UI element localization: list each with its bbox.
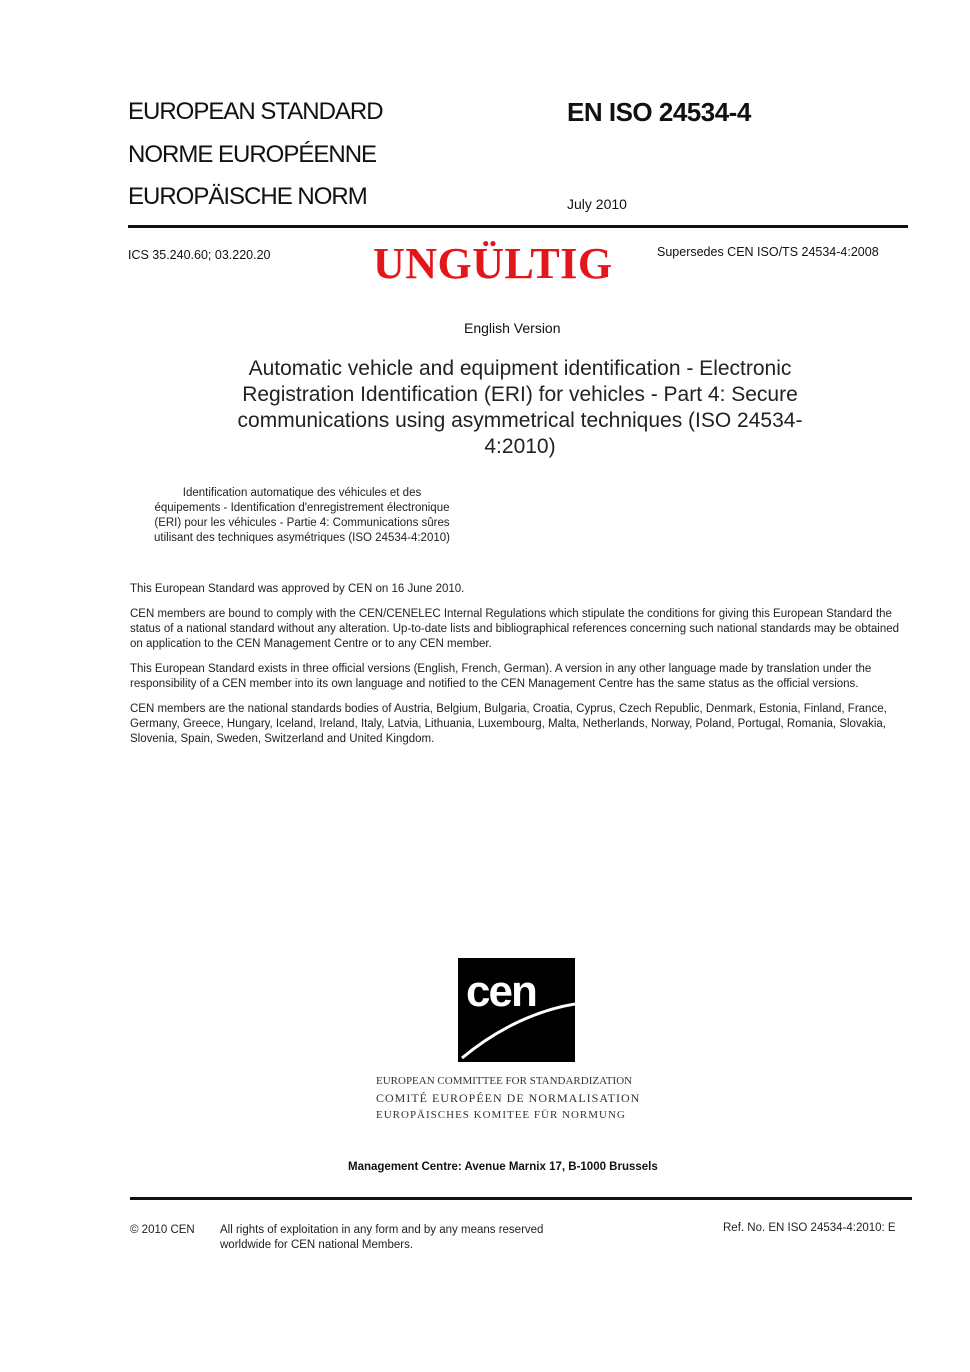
rights-notice [220, 1223, 543, 1253]
rights-line-2: worldwide for CEN national Members. [220, 1239, 414, 1251]
header-line-english: EUROPEAN STANDARD [128, 98, 383, 125]
french-title-line-1: Identification automatique des véhicules et des [182, 487, 422, 499]
ics-code: ICS 35.240.60; 03.220.20 [128, 248, 271, 262]
french-title-line-4: utilisant des techniques asymétriques (ISO 24534-4:2010) [154, 532, 450, 544]
approval-statement: This European Standard was approved by CEN on 16 June 2010. [130, 583, 465, 595]
reference-number: Ref. No. EN ISO 24534-4:2010: E [723, 1222, 896, 1234]
cen-logo-mark: cen [466, 967, 536, 1016]
members-paragraph: CEN members are the national standards bodies of Austria, Belgium, Bulgaria, Croatia, Cyprus, Czech Republic, Denmark, Estonia, Finland, France, Germany, Greece, Hungary, Iceland, Ireland, Italy, Latvia, Lithuania, Luxembourg, Malta, Netherlands, Norway, Poland, Portugal, Romania, Slovakia, Slovenia, Spain, Sweden, Switzerland and United Kingdom. [130, 703, 887, 745]
cen-logo-graphic [458, 958, 575, 1062]
publication-date: July 2010 [567, 196, 627, 212]
footer-divider [130, 1197, 912, 1200]
cen-name-french: COMITÉ EUROPÉEN DE NORMALISATION [376, 1091, 641, 1105]
title-line-2: Registration Identification (ERI) for vehicles - Part 4: Secure [242, 383, 798, 406]
cen-name-english: EUROPEAN COMMITTEE FOR STANDARDIZATION [376, 1075, 633, 1087]
header-line-french: NORME EUROPÉENNE [128, 141, 377, 168]
version-label: English Version [464, 320, 561, 336]
management-centre-address: Management Centre: Avenue Marnix 17, B-1000 Brussels [348, 1161, 658, 1173]
header-line-german: EUROPÄISCHE NORM [128, 183, 367, 210]
compliance-paragraph: CEN members are bound to comply with the CEN/CENELEC Internal Regulations which stipulate the conditions for giving this European Standard the status of a national standard without any alteration. Up-to-date lists and bibliographical references concerning such national standards may be obtained on application to the CEN Management Centre or to any CEN member. [130, 608, 900, 650]
invalid-stamp: UNGÜLTIG [373, 239, 613, 288]
french-title-line-2: équipements - Identification d'enregistrement électronique [154, 502, 450, 514]
rights-line-1: All rights of exploitation in any form and by any means reserved [220, 1224, 544, 1236]
header-divider [128, 225, 908, 228]
title-line-1: Automatic vehicle and equipment identification - Electronic [248, 357, 792, 380]
copyright: © 2010 CEN [130, 1224, 195, 1236]
cen-logo [458, 958, 575, 1062]
standard-number: EN ISO 24534-4 [567, 97, 751, 127]
document-title [190, 356, 850, 460]
approval-paragraphs [130, 582, 902, 747]
french-title [132, 486, 472, 546]
cen-name-block [376, 1073, 640, 1124]
title-line-4: 4:2010) [484, 435, 556, 458]
french-title-line-3: (ERI) pour les véhicules - Partie 4: Communications sûres [154, 517, 450, 529]
supersedes-note: Supersedes CEN ISO/TS 24534-4:2008 [657, 245, 879, 259]
official-versions-paragraph: This European Standard exists in three official versions (English, French, German). A version in any other language made by translation under the responsibility of a CEN member into its own language and notified to the CEN Management Centre has the same status as the official versions. [130, 663, 872, 690]
cen-name-german: EUROPÄISCHES KOMITEE FÜR NORMUNG [376, 1109, 626, 1121]
title-line-3: communications using asymmetrical techniques (ISO 24534- [237, 409, 803, 432]
